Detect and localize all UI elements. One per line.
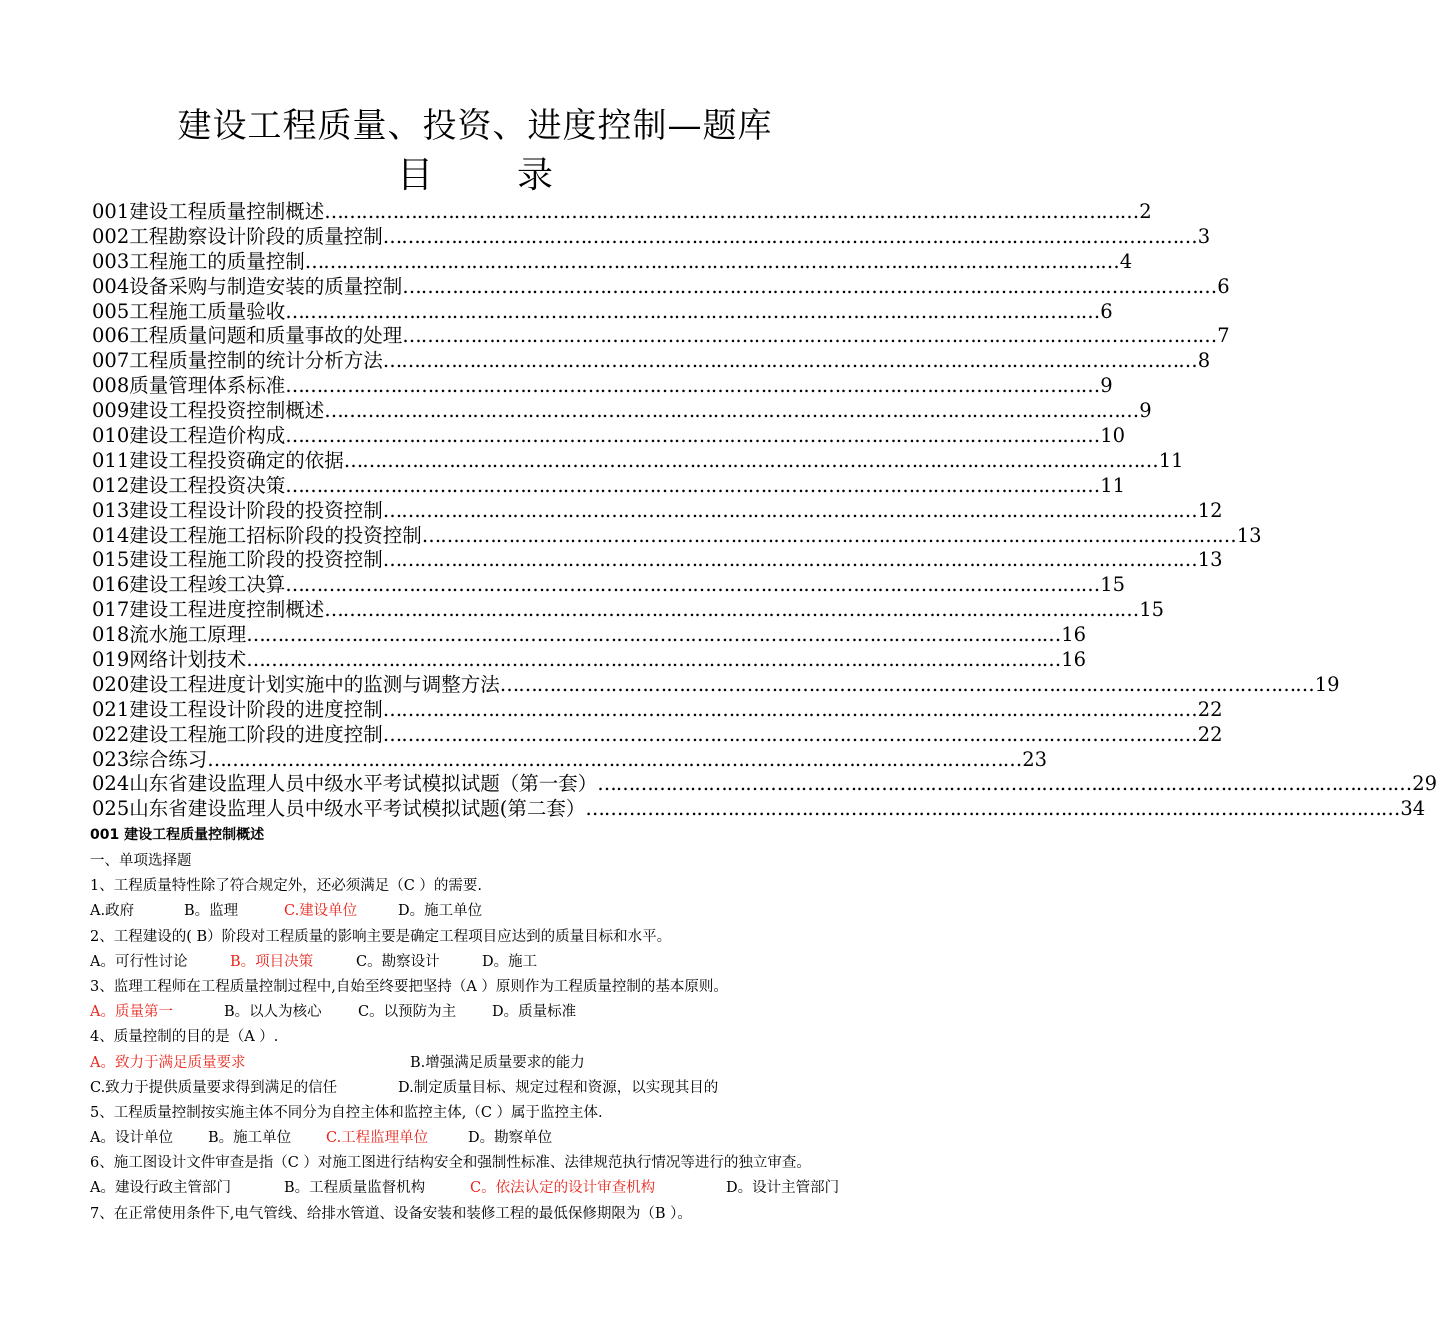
toc-entry-title: 建设工程设计阶段的投资控制 [129,498,383,522]
toc-entry-title: 流水施工原理 [129,623,247,647]
correct-option: A。致力于满足质量要求 [90,1054,246,1071]
toc-entry-page: 16 [1061,648,1087,672]
toc-dot-leader: …………………………………………………………………………………………………………………… [285,299,1100,323]
toc-entry-title: 工程施工质量验收 [129,299,286,323]
toc-dot-leader: …………………………………………………………………………………………………………………… [402,324,1217,348]
toc-dot-leader: …………………………………………………………………………………………………………………… [597,772,1412,796]
toc-entry[interactable] [92,747,1048,773]
table-of-contents [92,200,1437,822]
toc-entry-title: 建设工程造价构成 [129,424,286,448]
section-title: 001 建设工程质量控制概述 [90,827,265,843]
toc-entry-title: 建设工程进度控制概述 [129,598,325,622]
toc-entry-title: 山东省建设监理人员中级水平考试模拟试题(第二套） [129,797,586,821]
toc-entry-page: 7 [1217,324,1230,348]
toc-entry[interactable] [92,573,1126,598]
toc-entry-title: 建设工程竣工决算 [129,573,286,597]
toc-dot-leader: …………………………………………………………………………………………………………………… [382,498,1197,522]
toc-entry-page: 15 [1139,598,1165,622]
correct-option: A。质量第一 [90,1004,173,1021]
toc-entry-page: 10 [1100,424,1126,448]
option: C.致力于提供质量要求得到满足的信任 [90,1079,338,1096]
toc-entry-page: 11 [1158,448,1184,472]
toc-dot-leader: …………………………………………………………………………………………………………………… [285,573,1100,597]
toc-entry[interactable] [92,374,1113,399]
toc-entry-title: 网络计划技术 [129,648,247,672]
toc-dot-leader: …………………………………………………………………………………………………………………… [246,623,1061,647]
toc-entry[interactable] [92,697,1223,723]
toc-entry[interactable] [92,772,1437,797]
toc-entry-number: 018 [92,623,130,647]
option: B。工程质量监督机构 [284,1180,426,1197]
toc-entry-page: 29 [1412,772,1437,796]
toc-entry-title: 质量管理体系标准 [129,374,286,398]
toc-entry[interactable] [92,299,1113,325]
option: D。勘察单位 [468,1130,553,1147]
toc-entry-title: 工程质量问题和质量事故的处理 [129,324,403,348]
toc-entry[interactable] [92,672,1340,698]
toc-entry-title: 建设工程设计阶段的进度控制 [129,697,383,721]
toc-entry[interactable] [92,523,1262,549]
toc-entry-number: 023 [92,747,130,771]
toc-entry-page: 11 [1100,473,1126,497]
toc-entry-page: 4 [1119,249,1133,273]
toc-dot-leader: …………………………………………………………………………………………………………………… [382,548,1197,572]
toc-entry-title: 建设工程施工阶段的进度控制 [129,722,383,746]
toc-dot-leader: …………………………………………………………………………………………………………………… [285,374,1100,398]
toc-dot-leader: …………………………………………………………………………………………………………………… [246,648,1061,672]
toc-entry-page: 13 [1236,523,1262,547]
toc-entry-number: 015 [92,548,130,572]
toc-dot-leader: …………………………………………………………………………………………………………………… [382,697,1197,721]
correct-option: C.工程监理单位 [326,1130,429,1147]
toc-entry[interactable] [92,324,1230,349]
toc-entry-page: 12 [1197,498,1223,522]
toc-dot-leader: …………………………………………………………………………………………………………………… [285,473,1100,497]
question-options [90,1000,870,1025]
toc-entry-number: 011 [92,448,130,472]
question-options [90,950,870,975]
toc-entry-title: 工程勘察设计阶段的质量控制 [129,224,383,248]
toc-entry-page: 16 [1061,623,1087,647]
option: D。施工单位 [398,903,483,920]
toc-entry-number: 022 [92,722,130,746]
question-text: 1、工程质量特性除了符合规定外，还必须满足（C ）的需要. [90,878,483,895]
toc-dot-leader: …………………………………………………………………………………………………………………… [402,274,1217,298]
toc-entry-number: 007 [92,349,130,373]
toc-entry-number: 024 [92,772,130,796]
toc-entry-number: 017 [92,598,130,622]
question-options [90,1176,870,1201]
toc-entry-title: 设备采购与制造安装的质量控制 [129,274,403,298]
toc-entry-page: 22 [1197,722,1223,746]
toc-entry[interactable] [92,473,1126,499]
toc-entry-page: 6 [1217,274,1230,298]
toc-entry-number: 013 [92,498,130,522]
toc-entry-page: 6 [1100,299,1113,323]
toc-entry-title: 建设工程进度计划实施中的监测与调整方法 [129,672,500,696]
toc-entry-page: 3 [1197,224,1211,248]
toc-entry-title: 建设工程投资决策 [129,473,286,497]
toc-entry-number: 001 [92,200,130,223]
question-text: 2、工程建设的( B）阶段对工程质量的影响主要是确定工程项目应达到的质量目标和水平。 [90,928,672,945]
toc-entry-title: 建设工程投资确定的依据 [129,448,344,472]
question-options [90,1076,870,1101]
toc-entry[interactable] [92,424,1126,449]
toc-entry-number: 019 [92,648,130,672]
toc-entry-number: 008 [92,374,130,398]
option: D。质量标准 [492,1004,577,1021]
toc-entry[interactable] [92,399,1152,424]
question-text: 4、质量控制的目的是（A ）. [90,1029,279,1046]
option: B.增强满足质量要求的能力 [410,1054,585,1071]
toc-dot-leader: …………………………………………………………………………………………………………………… [285,424,1100,448]
toc-entry[interactable] [92,797,1426,822]
toc-entry[interactable] [92,224,1211,250]
toc-entry-number: 009 [92,399,130,423]
toc-dot-leader: …………………………………………………………………………………………………………………… [382,349,1197,373]
toc-entry-title: 建设工程投资控制概述 [129,399,325,423]
toc-entry-title: 山东省建设监理人员中级水平考试模拟试题（第一套） [129,772,598,796]
toc-dot-leader: …………………………………………………………………………………………………………………… [382,722,1197,746]
toc-entry-title: 建设工程质量控制概述 [129,200,325,223]
toc-entry-number: 025 [92,797,130,821]
toc-dot-leader: …………………………………………………………………………………………………………………… [499,672,1314,696]
toc-entry-number: 021 [92,697,130,721]
correct-option: C.建设单位 [284,903,358,920]
option: B。以人为核心 [224,1004,322,1021]
toc-entry-number: 014 [92,523,130,547]
toc-dot-leader: …………………………………………………………………………………………………………………… [324,200,1139,223]
toc-entry-page: 2 [1139,200,1152,223]
toc-entry[interactable] [92,623,1087,648]
toc-entry-number: 020 [92,672,130,696]
option: A。建设行政主管部门 [90,1180,231,1197]
toc-entry-title: 综合练习 [129,747,208,771]
toc-entry-page: 23 [1022,747,1048,771]
toc-dot-leader: …………………………………………………………………………………………………………………… [304,249,1119,273]
toc-dot-leader: …………………………………………………………………………………………………………………… [421,523,1236,547]
question-options [90,1051,870,1076]
toc-entry-page: 19 [1314,672,1340,696]
question-text: 6、施工图设计文件审查是指（C ）对施工图进行结构安全和强制性标准、法律规范执行情况等进行的独立审查。 [90,1155,811,1172]
option: B。施工单位 [208,1130,292,1147]
toc-entry-number: 002 [92,224,130,248]
correct-option: C。依法认定的设计审查机构 [470,1180,656,1197]
toc-entry[interactable] [92,548,1223,573]
page-title: 建设工程质量、投资、进度控制—题库 [177,106,773,146]
section-body [90,824,870,1227]
toc-dot-leader: …………………………………………………………………………………………………………………… [324,598,1139,622]
toc-entry[interactable] [92,448,1184,474]
toc-entry[interactable] [92,648,1087,673]
toc-entry-number: 003 [92,249,130,273]
toc-entry-page: 34 [1400,797,1426,821]
option: A.政府 [90,903,135,920]
option: C。以预防为主 [358,1004,457,1021]
option: D。设计主管部门 [726,1180,840,1197]
option: D。施工 [482,953,538,970]
question-options [90,899,870,924]
toc-entry[interactable] [92,200,1152,225]
toc-dot-leader: …………………………………………………………………………………………………………………… [207,747,1022,771]
toc-entry-page: 13 [1197,548,1223,572]
toc-entry-number: 010 [92,424,130,448]
toc-entry-number: 005 [92,299,130,323]
toc-entry-page: 9 [1139,399,1152,423]
toc-entry[interactable] [92,249,1133,275]
toc-entry-number: 012 [92,473,130,497]
toc-entry-title: 工程质量控制的统计分析方法 [129,349,383,373]
section-subtitle: 一、单项选择题 [90,853,192,869]
toc-entry-number: 006 [92,324,130,348]
toc-entry-title: 建设工程施工招标阶段的投资控制 [129,523,422,547]
toc-entry[interactable] [92,349,1211,374]
question-text: 3、监理工程师在工程质量控制过程中,自始至终要把坚持（A ）原则作为工程质量控制的基本原则。 [90,978,728,995]
toc-entry-page: 15 [1100,573,1126,597]
toc-entry[interactable] [92,498,1223,524]
toc-entry-number: 016 [92,573,130,597]
toc-heading: 目 录 [396,155,577,196]
toc-dot-leader: …………………………………………………………………………………………………………………… [324,399,1139,423]
question-text: 7、在正常使用条件下,电气管线、给排水管道、设备安装和装修工程的最低保修期限为（B ）。 [90,1205,692,1222]
toc-entry[interactable] [92,274,1230,300]
toc-dot-leader: …………………………………………………………………………………………………………………… [585,797,1400,821]
question-text: 5、工程质量控制按实施主体不同分为自控主体和监控主体,（C ）属于监控主体. [90,1104,603,1121]
option: D.制定质量目标、规定过程和资源，以实现其目的 [398,1079,719,1096]
option: C。勘察设计 [356,953,440,970]
toc-dot-leader: …………………………………………………………………………………………………………………… [382,224,1197,248]
option: A。设计单位 [90,1130,173,1147]
toc-entry-number: 004 [92,274,130,298]
correct-option: B。项目决策 [230,953,314,970]
toc-entry-page: 8 [1197,349,1211,373]
toc-entry[interactable] [92,722,1223,748]
option: B。监理 [184,903,239,920]
toc-entry-title: 工程施工的质量控制 [129,249,305,273]
question-options [90,1126,870,1151]
toc-entry-title: 建设工程施工阶段的投资控制 [129,548,383,572]
toc-entry-page: 9 [1100,374,1113,398]
toc-dot-leader: …………………………………………………………………………………………………………………… [343,448,1158,472]
toc-entry-page: 22 [1197,697,1223,721]
option: A。可行性讨论 [90,953,188,970]
toc-entry[interactable] [92,598,1165,623]
